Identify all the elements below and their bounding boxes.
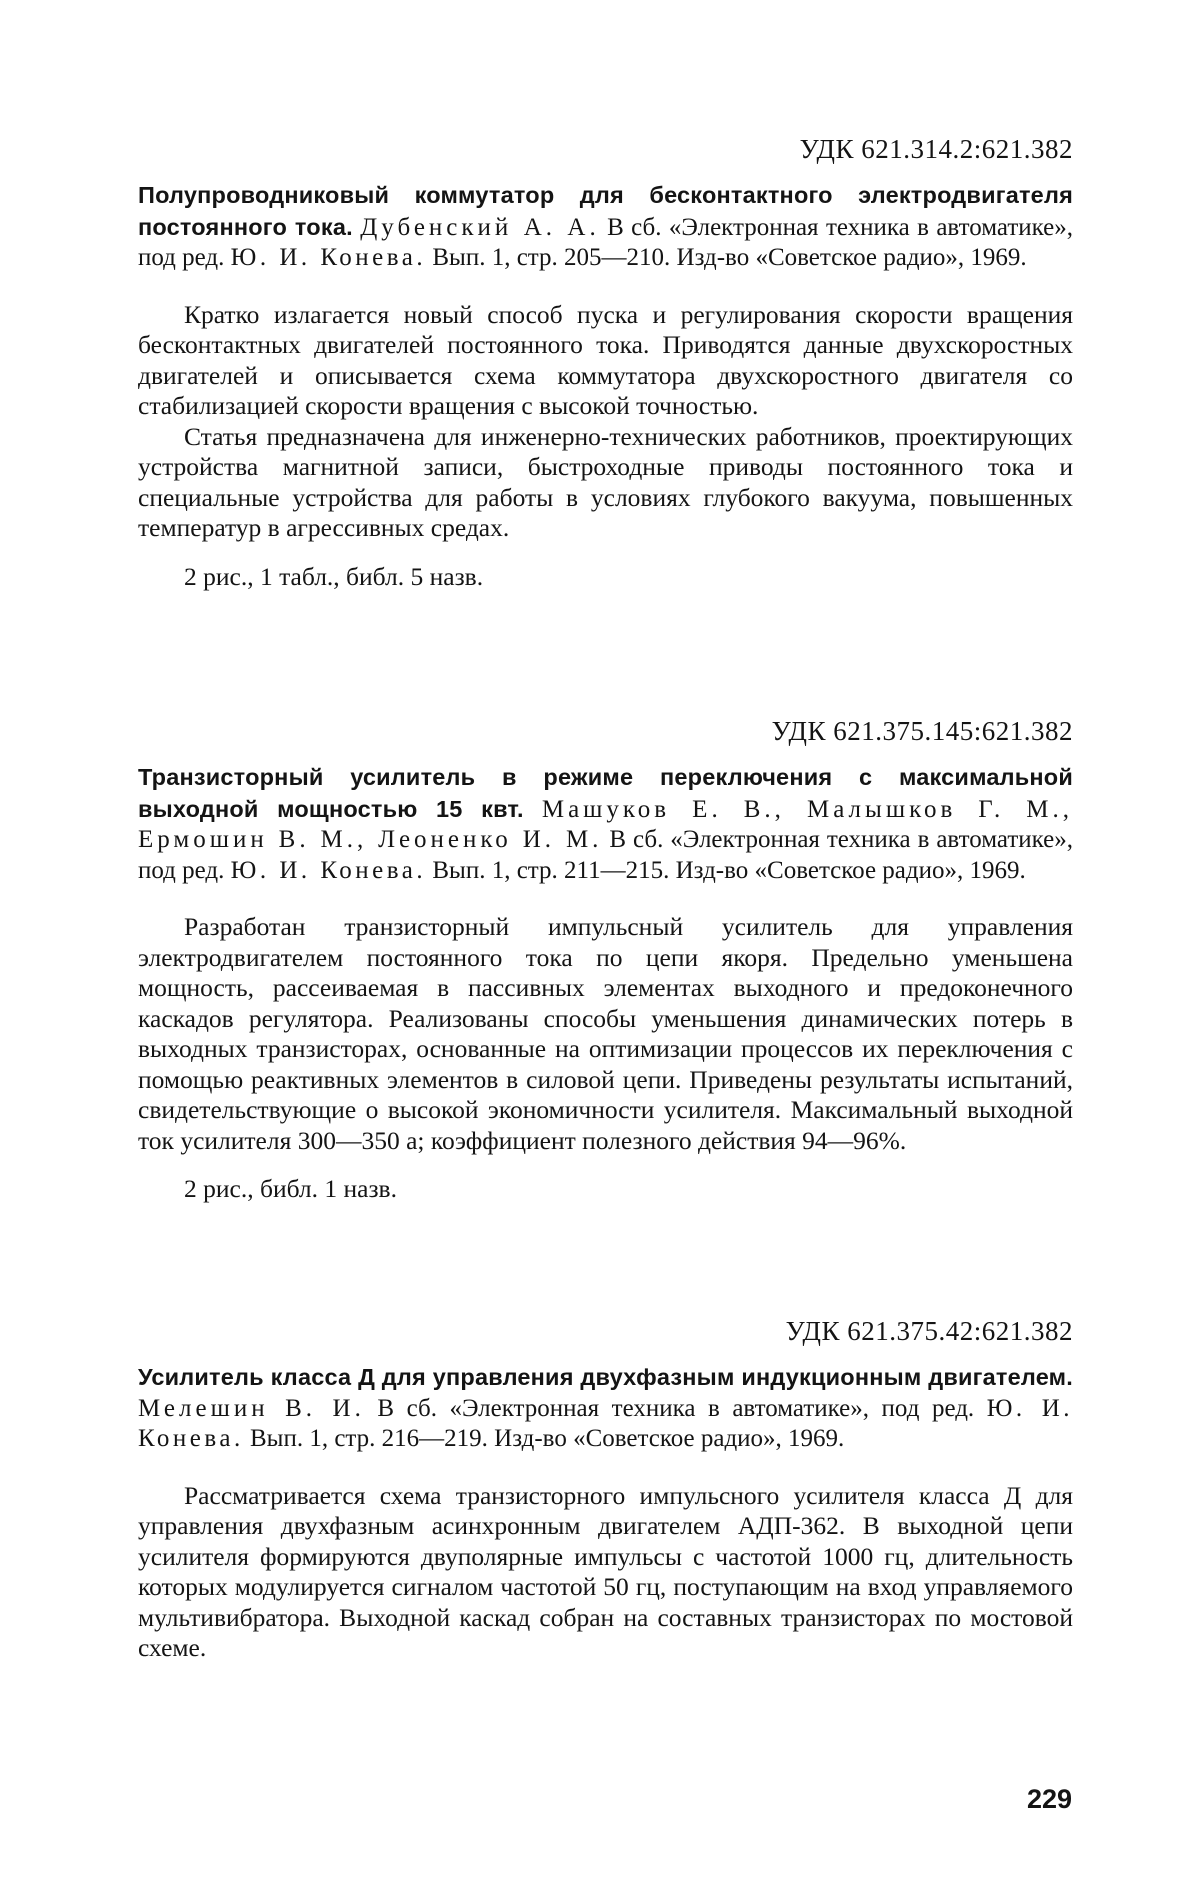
source-prefix: В сб. «Электронная техника в автоматике», под ред. [138, 213, 1074, 271]
citation [138, 1362, 1073, 1455]
citation [138, 762, 1073, 886]
references-count: 2 рис., библ. 1 назв. [184, 1174, 397, 1203]
authors: Мелешин В. И. [138, 1394, 365, 1422]
source-prefix: В сб. «Электронная техника в автоматике», под ред. [377, 1394, 975, 1422]
abstract-paragraph: Рассматривается схема транзисторного импульсного усилителя класса Д для управления двухфазным асинхронным двигателем АДП-362. В выходной цепи усилителя формируются двуполярные импульсы с частотой 1000 гц, длительность которых модулируется сигналом частотой 50 гц, поступающим на вход управляемого мультивибратора. Выходной каскад собран на составных транзисторах по мостовой схеме. [138, 1480, 1073, 1662]
editor: Ю. И. Конева. [230, 856, 427, 884]
editor: Ю. И. Конева. [230, 244, 427, 271]
source-prefix: В сб. «Электронная техника в автоматике», под ред. [138, 826, 1073, 884]
abstract-title: Усилитель класса Д для управления двухфазным индукционным двигателем. [138, 1364, 1073, 1390]
abstract-title: Транзисторный усилитель в режиме переключения с максимальной выходной мощностью 15 квт. [138, 764, 1073, 822]
abstract-paragraph: Разработан транзисторный импульсный усилитель для управления электродвигателем постоянного тока по цепи якоря. Предельно уменьшена мощность, рассеиваемая в пассивных элементах выходного и предоконечного каскадов регулятора. Реализованы способы уменьшения динамических потерь в выходных транзисторах, основанные на оптимизации процессов их переключения с помощью реактивных элементов в силовой цепи. Приведены результаты испытаний, свидетельствующие о высокой экономичности усилителя. Максимальный выходной ток усилителя 300—350 а; коэффициент полезного действия 94—96%. [138, 912, 1073, 1155]
source-suffix: Вып. 1, стр. 205—210. Изд-во «Советское радио», 1969. [432, 244, 1027, 271]
udk-code: УДК 621.375.42:621.382 [785, 1316, 1073, 1346]
authors: Машуков Е. В., Малышков Г. М., Ермошин В. М., Леоненко И. М. [138, 795, 1073, 853]
authors: Дубенский А. А. [360, 213, 600, 241]
citation [138, 180, 1073, 274]
abstract-2 [138, 714, 1073, 1205]
abstract-paragraph: Кратко излагается новый способ пуска и регулирования скорости вращения бесконтактных двигателей постоянного тока. Приводятся данные двухскоростных двигателей и описывается схема коммутатора двухскоростного двигателя со стабилизацией скорости вращения с высокой точностью. [138, 299, 1073, 420]
abstract-1 [138, 132, 1073, 592]
source-suffix: Вып. 1, стр. 211—215. Изд-во «Советское радио», 1969. [432, 856, 1026, 884]
abstract-title: Полупроводниковый коммутатор для бесконтактного электродвигателя постоянного тока. [138, 182, 1073, 240]
udk-code: УДК 621.314.2:621.382 [799, 134, 1073, 164]
references-count: 2 рис., 1 табл., библ. 5 назв. [184, 561, 484, 591]
page-number: 229 [1026, 1784, 1072, 1814]
source-suffix: Вып. 1, стр. 216—219. Изд-во «Советское радио», 1969. [249, 1425, 845, 1452]
abstract-3 [138, 1314, 1073, 1664]
udk-code: УДК 621.375.145:621.382 [771, 716, 1073, 746]
abstract-paragraph: Статья предназначена для инженерно-технических работников, проектирующих устройства магнитной записи, быстроходные приводы постоянного тока и специальные устройства для работы в условиях глубокого вакуума, повышенных температур в агрессивных средах. [138, 421, 1073, 542]
editor: Ю. И. Конева. [138, 1394, 1073, 1452]
